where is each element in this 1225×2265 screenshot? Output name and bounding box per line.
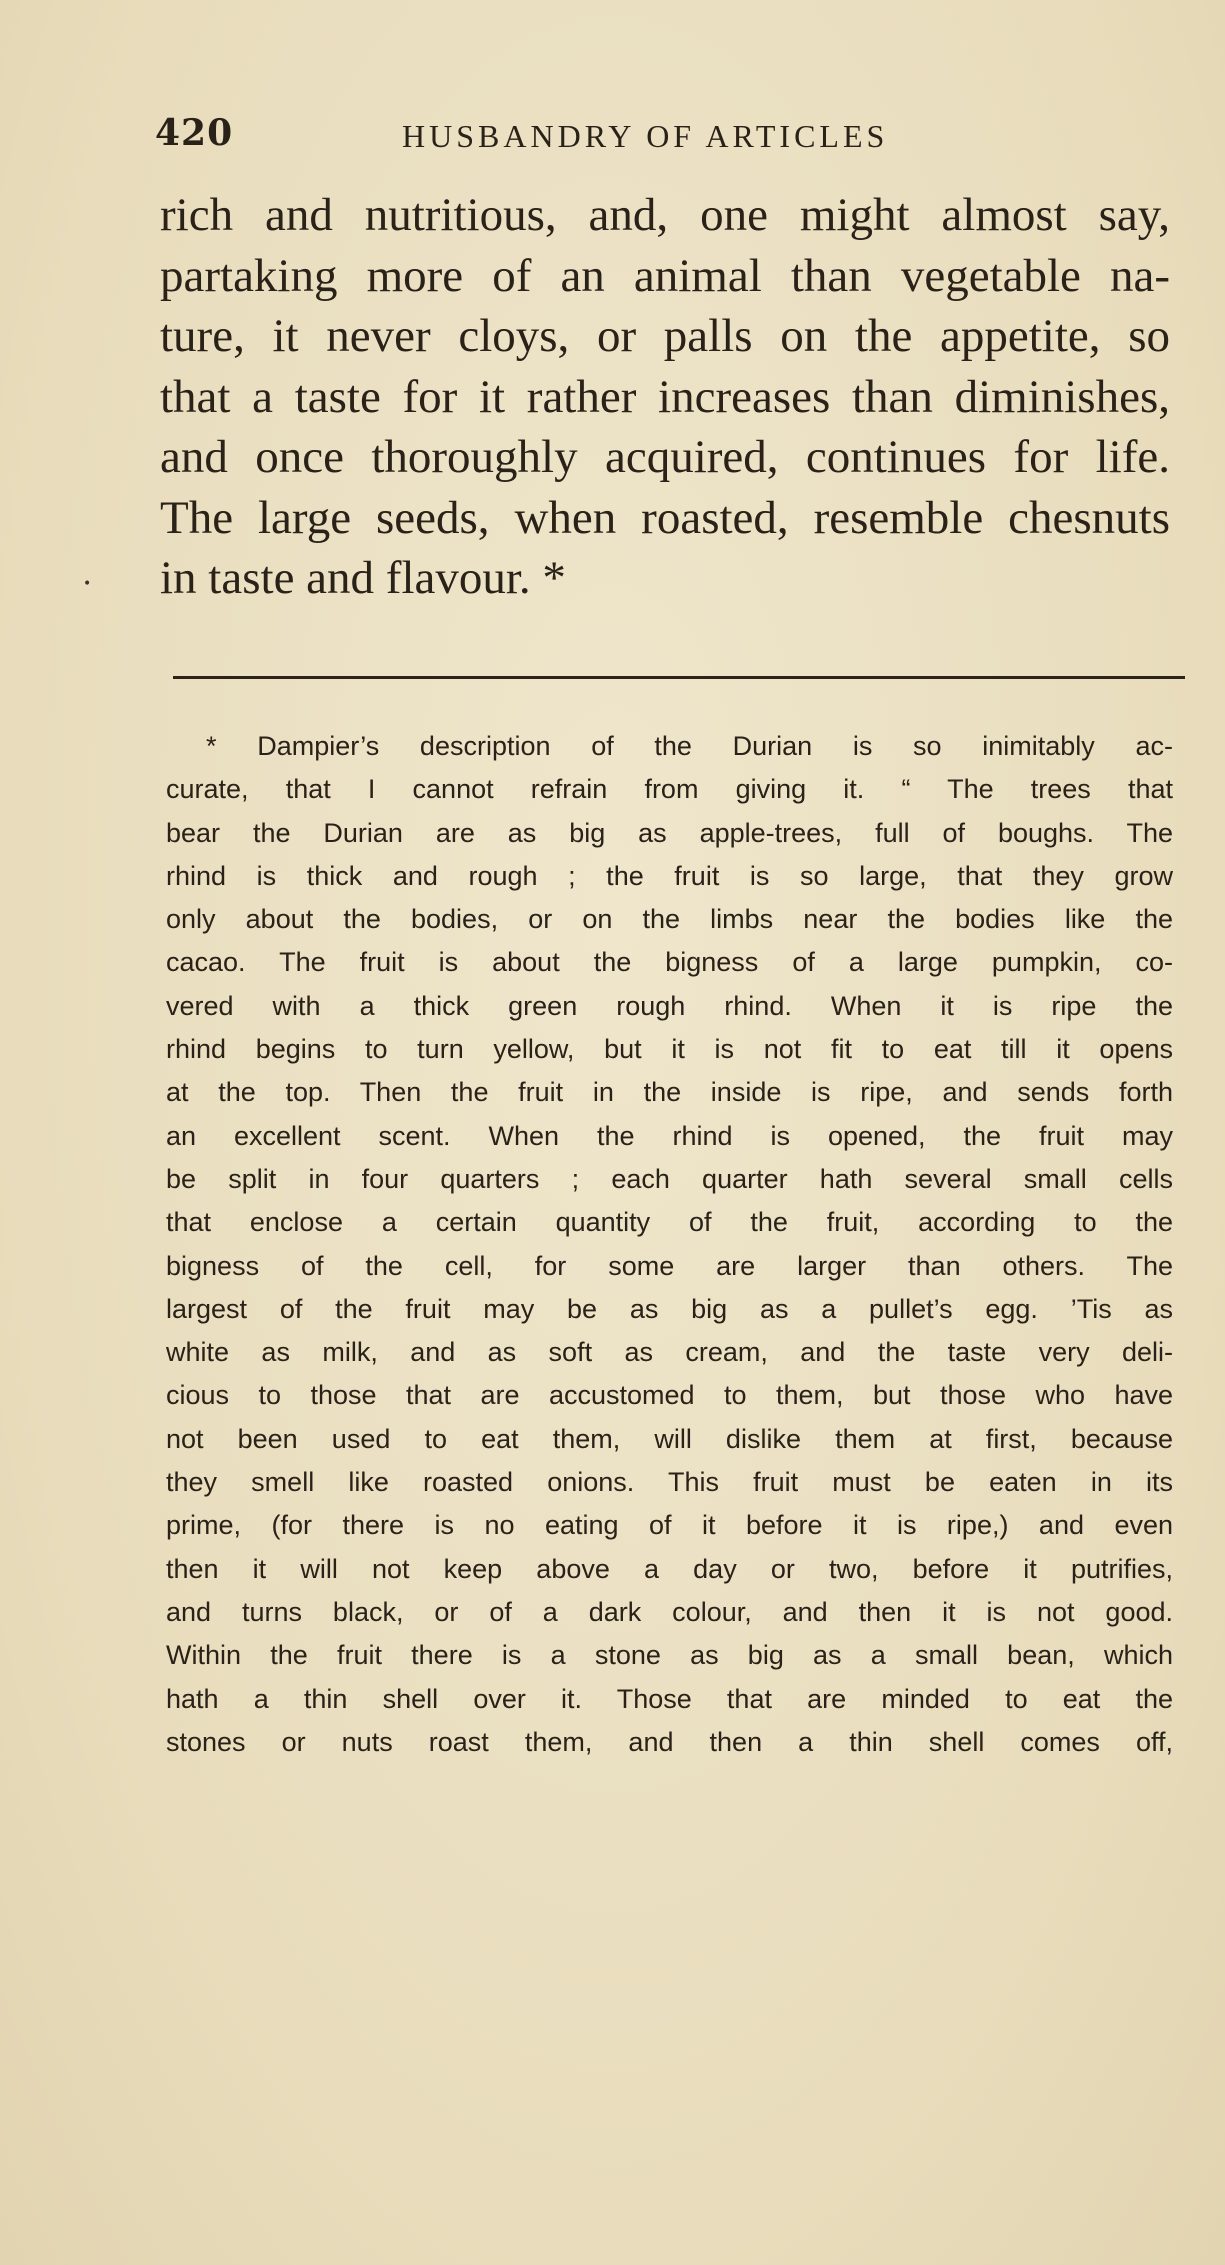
footnote-line: be split in four quarters ; each quarter hath several small cells: [166, 1163, 1173, 1194]
footnote-line: bear the Durian are as big as apple-trees, full of boughs. The: [166, 817, 1173, 848]
footnote-line: then it will not keep above a day or two, before it putrifies,: [166, 1553, 1173, 1584]
margin-mark: •: [83, 576, 92, 592]
footnote-line: vered with a thick green rough rhind. When it is ripe the: [166, 990, 1173, 1021]
main-text-line: that a taste for it rather increases than diminishes,: [160, 370, 1170, 423]
main-text-line: ture, it never cloys, or palls on the appetite, so: [160, 310, 1170, 362]
footnote-line: prime, (for there is no eating of it before it is ripe,) and even: [166, 1510, 1173, 1541]
main-text-line: The large seeds, when roasted, resemble chesnuts: [160, 491, 1170, 544]
main-text-line: partaking more of an animal than vegetable na-: [160, 249, 1170, 302]
footnote-line: hath a thin shell over it. Those that are minded to eat the: [166, 1683, 1173, 1714]
footnote-line: curate, that I cannot refrain from giving it. “ The trees that: [166, 774, 1173, 805]
running-head: HUSBANDRY OF ARTICLES: [402, 118, 889, 154]
footnote-line: bigness of the cell, for some are larger than others. The: [166, 1250, 1173, 1281]
footnote-line: and turns black, or of a dark colour, and then it is not good.: [166, 1596, 1173, 1627]
main-text-line: and once thoroughly acquired, continues for life.: [160, 431, 1170, 483]
footnote-line: they smell like roasted onions. This fruit must be eaten in its: [166, 1467, 1173, 1498]
footnote-line: that enclose a certain quantity of the fruit, according to the: [166, 1207, 1173, 1238]
footnote-line: cious to those that are accustomed to them, but those who have: [166, 1380, 1173, 1411]
footnote-line: stones or nuts roast them, and then a thin shell comes off,: [166, 1726, 1173, 1757]
main-paragraph: [160, 185, 1170, 609]
footnote-line: only about the bodies, or on the limbs near the bodies like the: [166, 904, 1173, 935]
footnote-line: an excellent scent. When the rhind is opened, the fruit may: [166, 1120, 1173, 1151]
footnote: [166, 725, 1173, 1764]
page-header: [155, 112, 1185, 160]
footnote-line: Within the fruit there is a stone as big as a small bean, which: [166, 1640, 1173, 1671]
footnote-line: * Dampier’s description of the Durian is so inimitably ac-: [206, 731, 1173, 761]
footnote-line: not been used to eat them, will dislike them at first, because: [166, 1423, 1173, 1454]
footnote-line: rhind begins to turn yellow, but it is not fit to eat till it opens: [166, 1034, 1173, 1065]
footnote-line: cacao. The fruit is about the bigness of a large pumpkin, co-: [166, 947, 1173, 978]
footnote-line: rhind is thick and rough ; the fruit is so large, that they grow: [166, 860, 1173, 891]
footnote-line: at the top. Then the fruit in the inside is ripe, and sends forth: [166, 1077, 1173, 1108]
footnote-line: largest of the fruit may be as big as a pullet’s egg. ’Tis as: [166, 1293, 1173, 1324]
main-text-line: rich and nutritious, and, one might almost say,: [160, 189, 1170, 241]
main-text-line: in taste and flavour. *: [160, 552, 566, 604]
page-number: 420: [155, 112, 234, 154]
footnote-rule: [173, 676, 1185, 679]
footnote-line: white as milk, and as soft as cream, and the taste very deli-: [166, 1337, 1173, 1368]
